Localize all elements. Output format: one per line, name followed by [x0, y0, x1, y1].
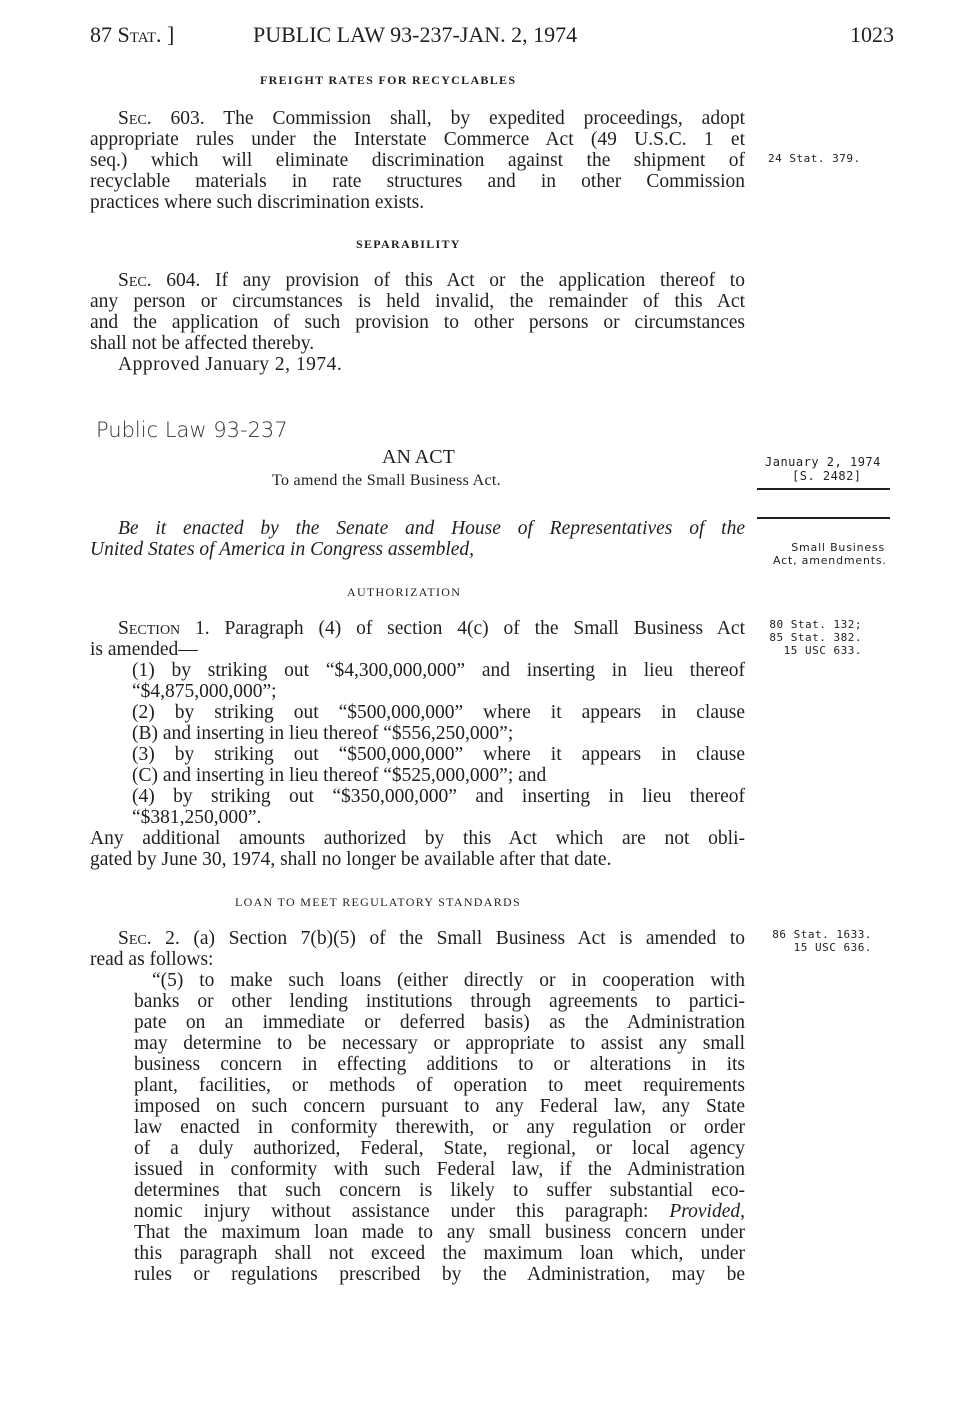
- approved-line: Approved January 2, 1974.: [118, 354, 343, 375]
- heading-freight-rates: FREIGHT RATES FOR RECYCLABLES: [260, 73, 517, 87]
- heading-separability: SEPARABILITY: [356, 237, 461, 251]
- section1-text: Section 1. Paragraph (4) of section 4(c) of the Small Business Act is amended— (1) by striking out “$4,300,000,000” and inserting in lieu thereof “$4,875,000,000”; (2) by striking out “$500,000,000” where it appears in clause (B) and inserting in lieu thereof “$556,250,000”; (3) by striking out “$500,000,000” where it appears in clause (C) and inserting in lieu thereof “$525,000,000”; and (4) by striking out “$350,000,000” and inserting in lieu thereof “$381,250,000”. Any additional amounts authorized by this Act which are not obli- gated by June 30, 1974, shall no longer be available after that date.: [90, 618, 746, 870]
- section2-label: Sec. 2.: [118, 928, 180, 949]
- heading-authorization: AUTHORIZATION: [347, 585, 462, 599]
- enacting-clause: Be it enacted by the Senate and House of Representatives of the United States of America in Congress assembled,: [90, 518, 745, 560]
- page-number: 1023: [850, 22, 894, 47]
- heading-loan-regulatory: LOAN TO MEET REGULATORY STANDARDS: [235, 895, 521, 909]
- act-purpose: To amend the Small Business Act.: [272, 472, 501, 489]
- section1-label: Section 1.: [118, 618, 210, 639]
- quoted-paragraph: “(5) to make such loans (either directly or in cooperation with banks or other lending institutions through agreements to partici- pate on an immediate or deferred basis) as the Administration may determine to be necessary or appropriate to assist any small business concern in effecting additions to or alterations in its plant, facilities, or methods of operation to meet requirements imposed on such concern pursuant to any Federal law, any State law enacted in conformity therewith, or any regulation or order of a duly authorized, Federal, State, regional, or local agency issued in conformity with such Federal law, if the Administration determines that such concern is likely to suffer substantial eco- nomic injury without assistance under this paragraph: Provided, That the maximum loan made to any small business concern under this paragraph shall not exceed the maximum loan which, under rules or regulations prescribed by the Administration, may be: [134, 970, 745, 1285]
- sec603-text: Sec. 603. The Commission shall, by expedited proceedings, adopt appropriate rules under the Interstate Commerce Act (49 U.S.C. 1 et seq.) which will eliminate discrimination against the shipment of recyclable materials in rate structures and in other Commission practices where such discrimination exists.: [90, 108, 745, 213]
- margin-note-24-stat: 24 Stat. 379.: [768, 152, 861, 165]
- margin-note-bill: [S. 2482]: [792, 469, 862, 483]
- header-title: PUBLIC LAW 93-237-JAN. 2, 1974: [253, 22, 578, 47]
- header-stat-ref: 87 Stat. ]: [90, 22, 175, 47]
- sec603-label: Sec. 603.: [118, 108, 205, 129]
- margin-note-date: January 2, 1974: [765, 455, 881, 469]
- section2-text: Sec. 2. (a) Section 7(b)(5) of the Small Business Act is amended to read as follows: “(5) to make such loans (either directly or in cooperation with banks or other lending institutions through agreements to partici- pate on an immediate or deferred basis) as the Administration may determine to be necessary or appropriate to assist any small business concern in effecting additions to or alterations in its plant, facilities, or methods of operation to meet requirements imposed on such concern pursuant to any Federal law, any State law enacted in conformity therewith, or any regulation or order of a duly authorized, Federal, State, regional, or local agency issued in conformity with such Federal law, if the Administration determines that such concern is likely to suffer substantial eco- nomic injury without assistance under this paragraph: Provided, That the maximum loan made to any small business concern under this paragraph shall not exceed the maximum loan which, under rules or regulations prescribed by the Administration, may be: [90, 928, 745, 1285]
- an-act-title: AN ACT: [382, 446, 455, 468]
- sec604-label: Sec. 604.: [118, 270, 201, 291]
- rule-under-date: [757, 488, 890, 490]
- margin-notes-section1: 80 Stat. 132; 85 Stat. 382. 15 USC 633.: [769, 618, 862, 657]
- sec604-text: Sec. 604. If any provision of this Act or the application thereof to any person or circumstances is held invalid, the remainder of this Act and the application of such provision to other persons or circumstances shall not be affected thereby. Approved January 2, 1974.: [90, 270, 745, 375]
- provided-word: Provided,: [669, 1201, 745, 1222]
- rule-above-enacting: [757, 517, 890, 519]
- margin-notes-section2: 86 Stat. 1633. 15 USC 636.: [772, 928, 872, 954]
- public-law-number: Public Law 93-237: [96, 418, 288, 442]
- margin-note-small-business: Small Business Act, amendments.: [773, 541, 887, 567]
